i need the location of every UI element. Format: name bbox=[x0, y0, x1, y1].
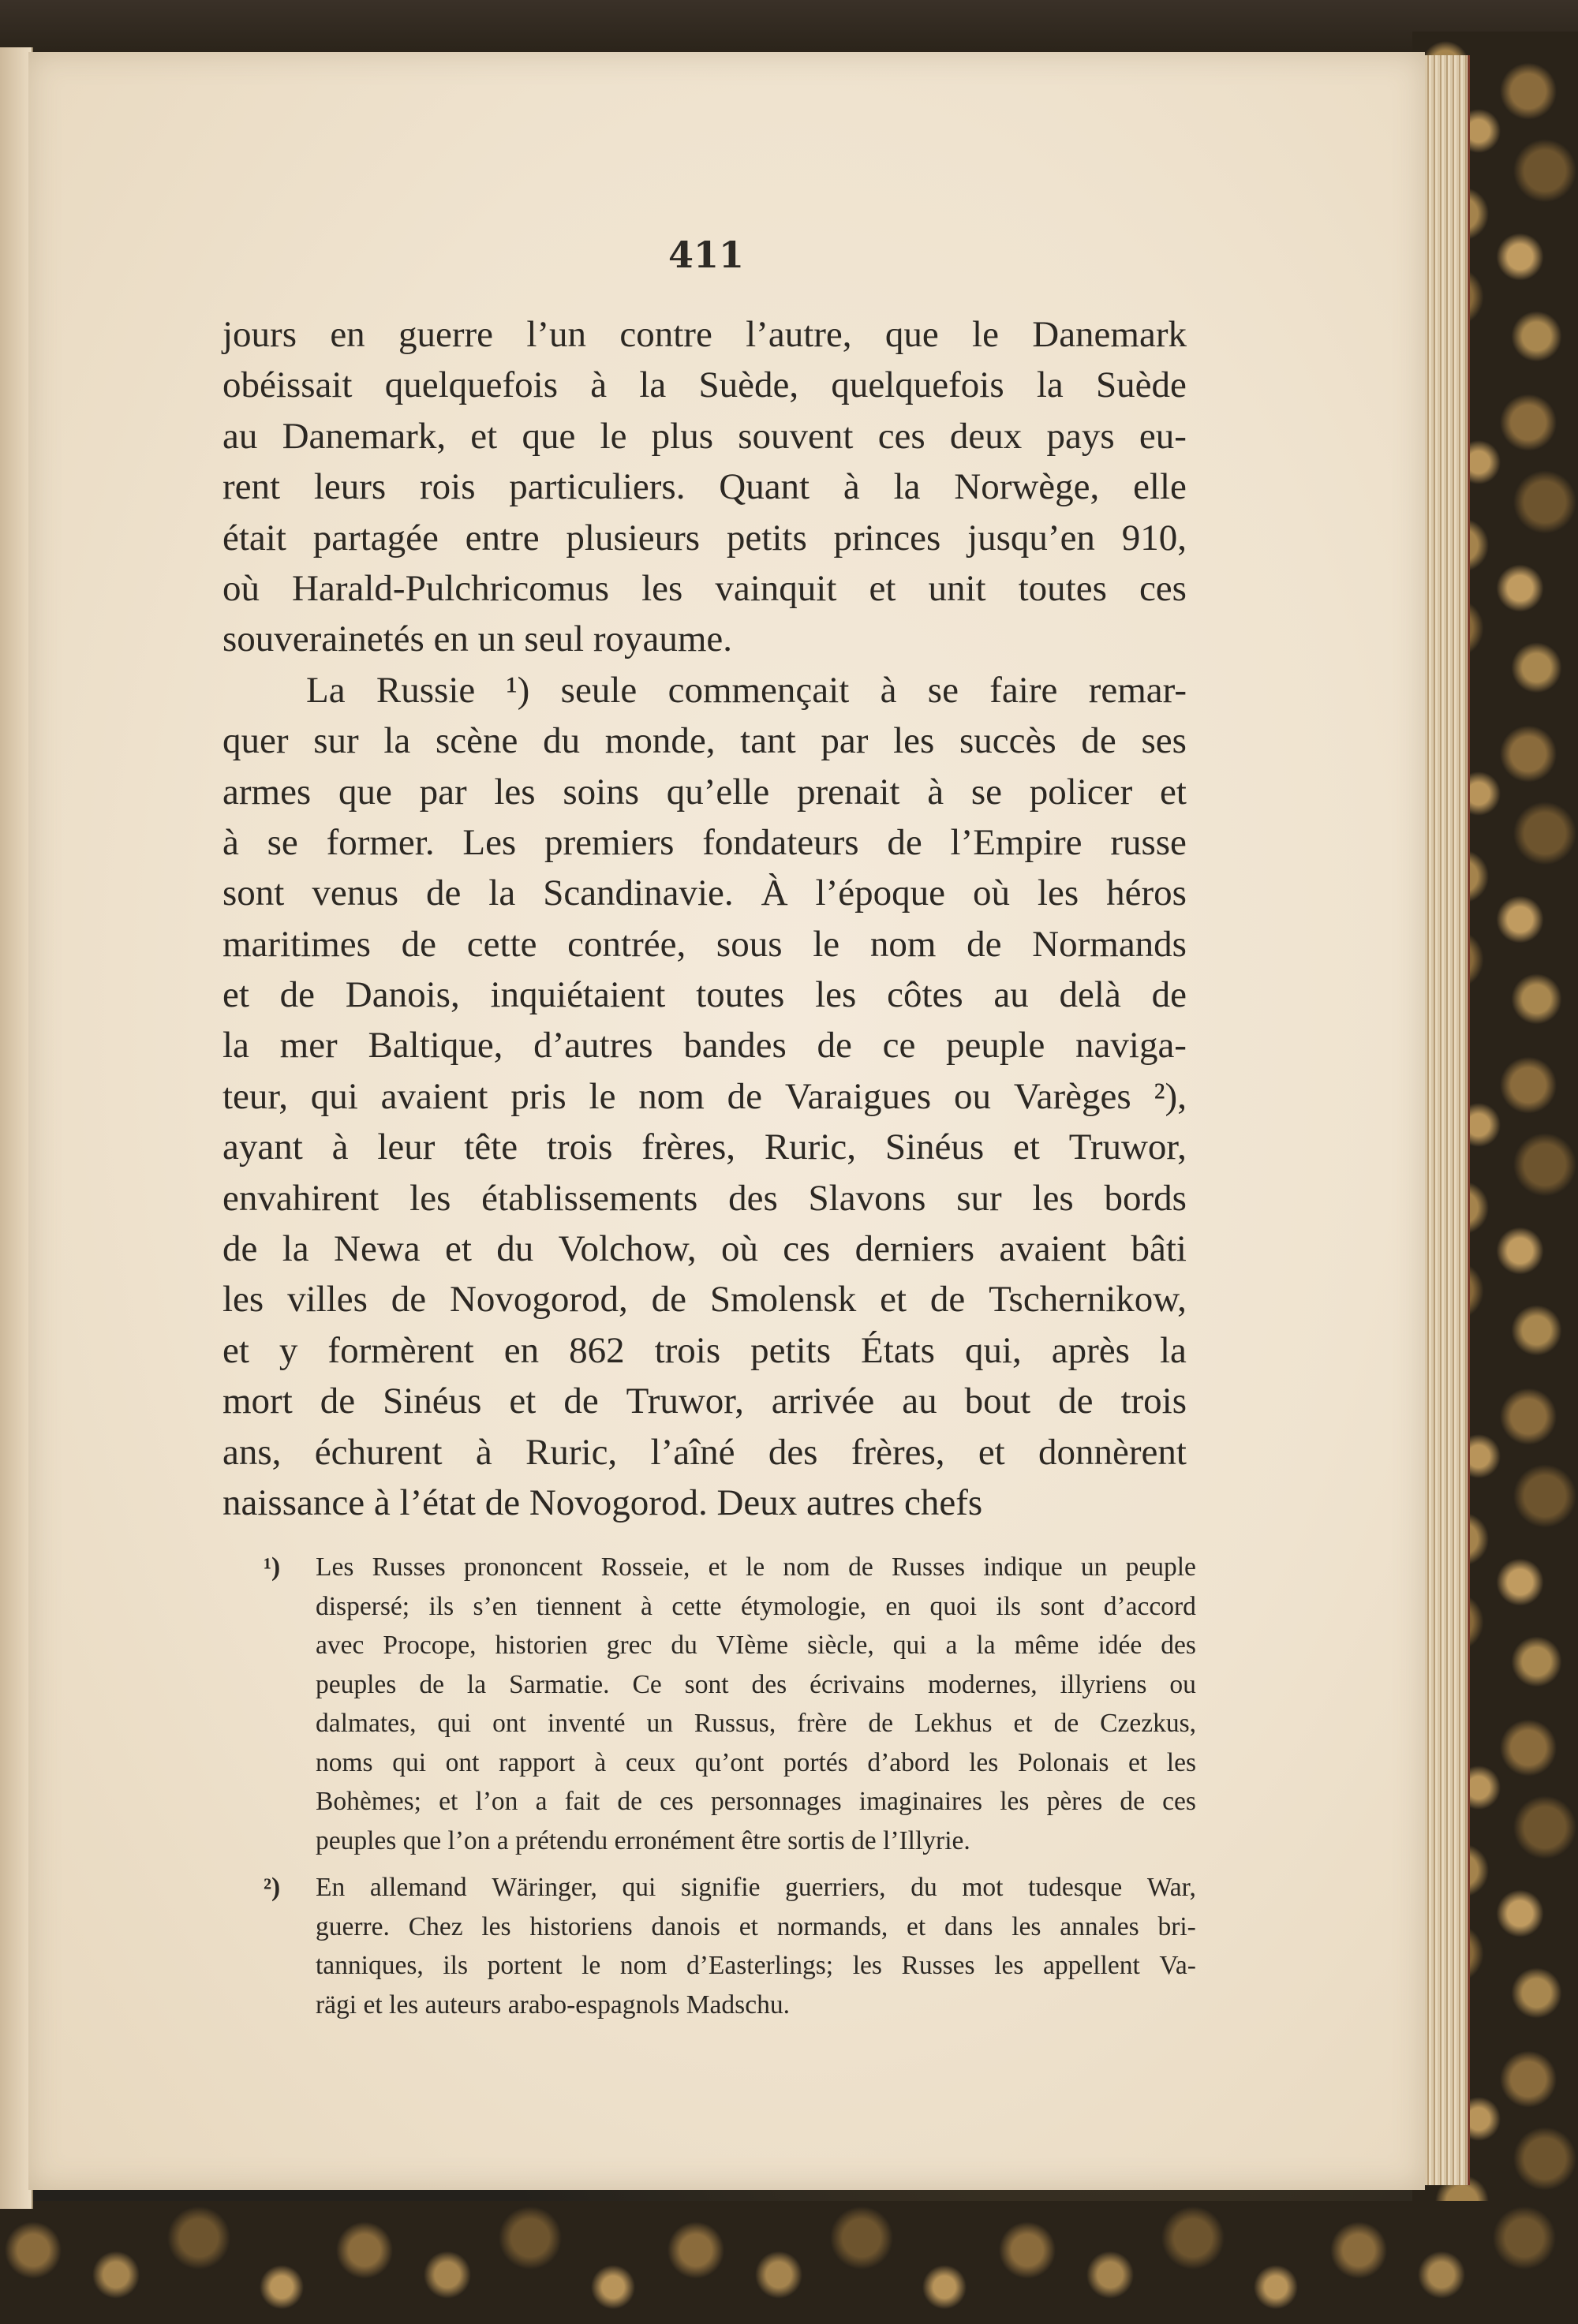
footnote bbox=[265, 1868, 1196, 2024]
body-line: naissance à l’état de Novogorod. Deux autres chefs bbox=[222, 1481, 983, 1523]
footnote-line: guerre. Chez les historiens danois et normands, et dans les annales bri- bbox=[316, 1911, 1196, 1941]
body-line: la mer Baltique, d’autres bandes de ce peuple naviga- bbox=[222, 1025, 1187, 1067]
body-line: La Russie ¹) seule commençait à se faire remar- bbox=[306, 669, 1187, 711]
body-line: jours en guerre l’un contre l’autre, que le Danemark bbox=[222, 314, 1187, 355]
footnote-line: peuples que l’on a prétendu erronément être sortis de l’Illyrie. bbox=[316, 1825, 970, 1855]
body-line: mort de Sinéus et de Truwor, arrivée au bout de trois bbox=[222, 1381, 1187, 1422]
body-line: et y formèrent en 862 trois petits États qui, après la bbox=[222, 1329, 1187, 1371]
body-line: ayant à leur tête trois frères, Ruric, Sinéus et Truwor, bbox=[222, 1127, 1187, 1168]
marbled-cover-bottom bbox=[0, 2201, 1578, 2324]
footnote-line: noms qui ont rapport à ceux qu’ont portés d’abord les Polonais et les bbox=[316, 1747, 1196, 1777]
body-line: souverainetés en un seul royaume. bbox=[222, 618, 733, 660]
footnote-line: peuples de la Sarmatie. Ce sont des écrivains modernes, illyriens ou bbox=[316, 1669, 1196, 1699]
body-line: maritimes de cette contrée, sous le nom de Normands bbox=[222, 923, 1187, 965]
body-line: obéissait quelquefois à la Suède, quelquefois la Suède bbox=[222, 364, 1187, 406]
footnote-line: Bohèmes; et l’on a fait de ces personnages imaginaires les pères de ces bbox=[316, 1787, 1196, 1816]
body-line: rent leurs rois particuliers. Quant à la Norwège, elle bbox=[222, 466, 1187, 508]
footnote-line: Les Russes prononcent Rosseie, et le nom de Russes indique un peuple bbox=[316, 1552, 1196, 1582]
body-line: envahirent les établissements des Slavons sur les bords bbox=[222, 1177, 1187, 1219]
footnote-mark: ¹) bbox=[264, 1552, 281, 1582]
body-line: et de Danois, inquiétaient toutes les côtes au delà de bbox=[222, 974, 1187, 1016]
body-line: à se former. Les premiers fondateurs de l’Empire russe bbox=[222, 821, 1187, 863]
book-cover-top bbox=[0, 0, 1578, 55]
body-line: au Danemark, et que le plus souvent ces deux pays eu- bbox=[222, 415, 1187, 457]
body-line: où Harald-Pulchricomus les vainquit et unit toutes ces bbox=[222, 567, 1187, 609]
footnote-line: dispersé; ils s’en tiennent à cette étymologie, en quoi ils sont d’accord bbox=[316, 1591, 1196, 1621]
footnote-line: rägi et les auteurs arabo-espagnols Madschu. bbox=[316, 1990, 790, 2019]
footnote-mark: ²) bbox=[264, 1873, 281, 1902]
footnote bbox=[265, 1548, 1196, 1860]
footnote-line: avec Procope, historien grec du VIème siècle, qui a la même idée des bbox=[316, 1631, 1196, 1660]
body-line: était partagée entre plusieurs petits princes jusqu’en 910, bbox=[222, 517, 1187, 559]
body-line: quer sur la scène du monde, tant par les succès de ses bbox=[222, 720, 1187, 762]
body-line: ans, échurent à Ruric, l’aîné des frères, et donnèrent bbox=[222, 1431, 1187, 1473]
body-line: les villes de Novogorod, de Smolensk et de Tschernikow, bbox=[222, 1279, 1187, 1321]
body-line: teur, qui avaient pris le nom de Varaigues ou Varèges ²), bbox=[222, 1075, 1187, 1117]
footnote-line: En allemand Wäringer, qui signifie guerriers, du mot tudesque War, bbox=[316, 1873, 1196, 1902]
body-line: de la Newa et du Volchow, où ces derniers avaient bâti bbox=[222, 1228, 1187, 1270]
body-line: sont venus de la Scandinavie. À l’époque où les héros bbox=[222, 872, 1187, 914]
footnote-line: dalmates, qui ont inventé un Russus, frère de Lekhus et de Czezkus, bbox=[316, 1709, 1196, 1738]
body-line: armes que par les soins qu’elle prenait à se policer et bbox=[222, 771, 1187, 813]
body-text bbox=[222, 309, 1187, 1528]
footnotes bbox=[265, 1548, 1196, 2032]
page-number: 411 bbox=[667, 234, 745, 276]
footnote-line: tanniques, ils portent le nom d’Easterlings; les Russes les appellent Va- bbox=[316, 1951, 1196, 1980]
